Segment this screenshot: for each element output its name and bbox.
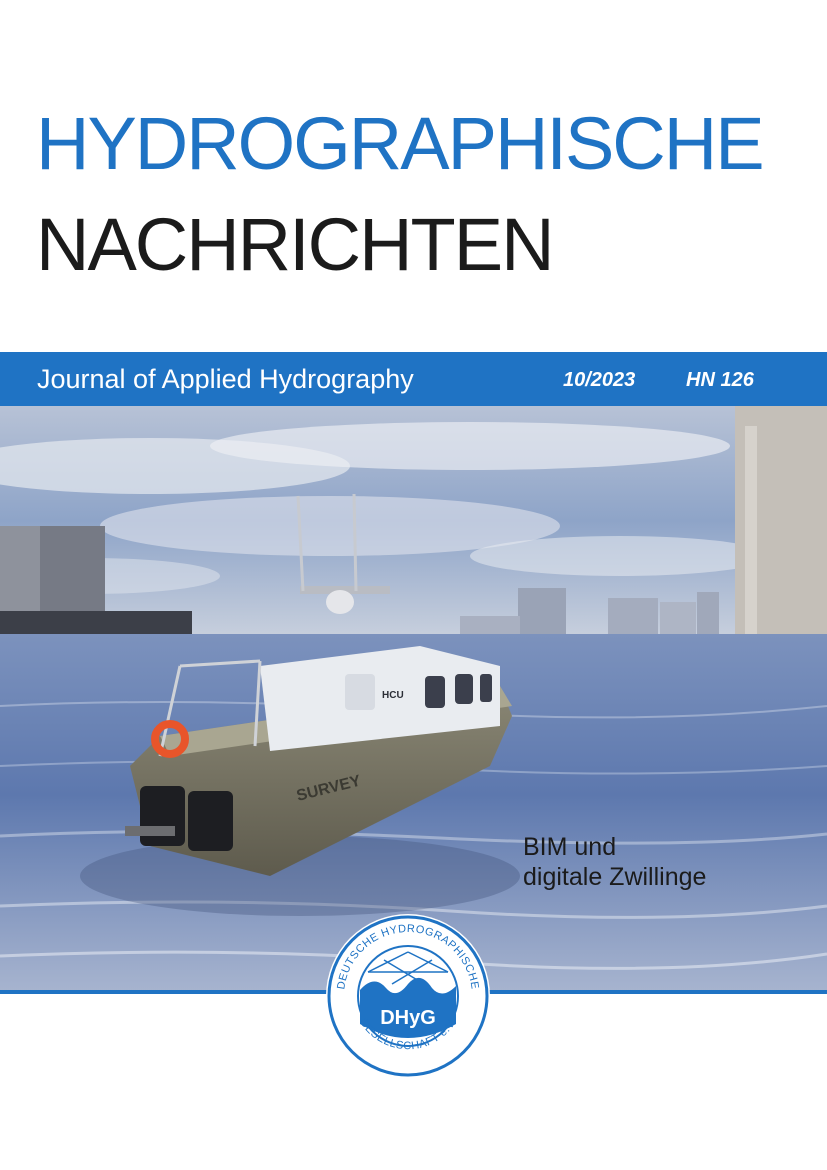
- logo-ring-top-text: DEUTSCHE HYDROGRAPHISCHE: [335, 922, 481, 991]
- issue-date: 10/2023: [563, 369, 636, 391]
- logo-center-text: DHyG: [380, 1007, 436, 1029]
- cover-topic-line1: BIM und: [523, 833, 617, 861]
- magazine-title-line1: HYDROGRAPHISCHE: [36, 102, 763, 185]
- logo-ring-bottom-text: GESELLSCHAFT e.V.: [356, 1016, 459, 1053]
- boat-hull-label: SURVEY: [294, 772, 363, 805]
- journal-subtitle: Journal of Applied Hydrography: [37, 364, 414, 394]
- cover-image: [0, 406, 827, 992]
- cover-topic: [523, 832, 706, 892]
- issue-number: HN 126: [686, 369, 754, 391]
- journal-band: [0, 352, 827, 406]
- magazine-title-line2: NACHRICHTEN: [36, 203, 553, 286]
- cover-topic-line2: digitale Zwillinge: [523, 863, 707, 891]
- cabin-label: HCU: [382, 690, 404, 701]
- dhyg-logo: [324, 912, 492, 1080]
